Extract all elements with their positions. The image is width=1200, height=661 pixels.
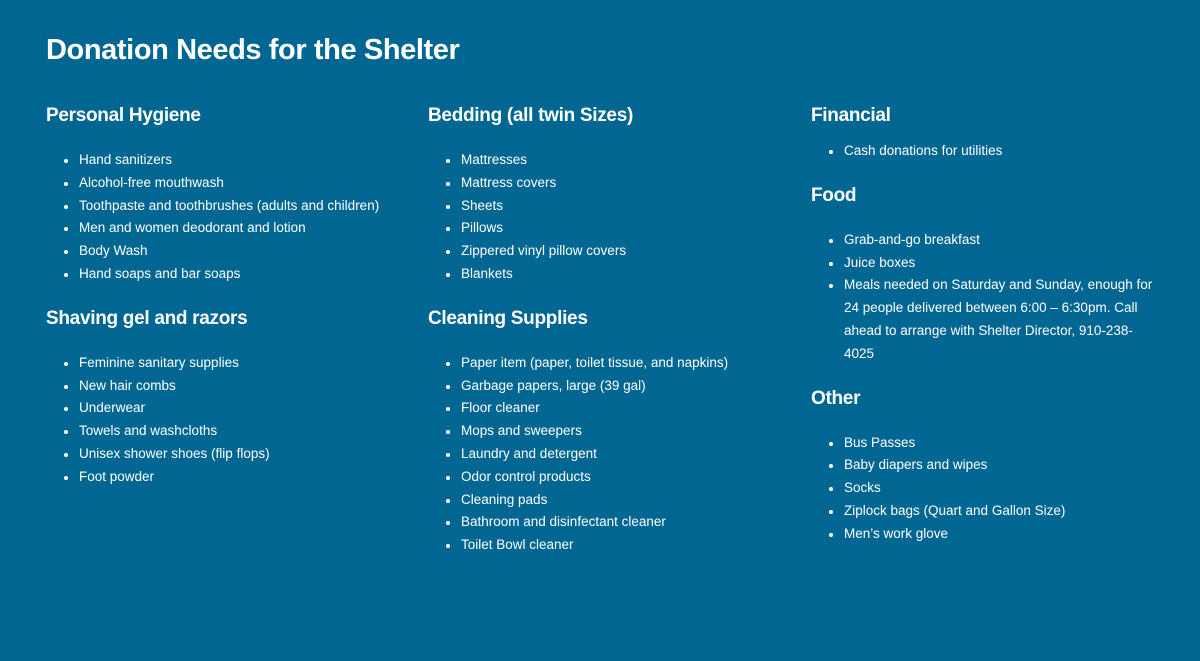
list-item: Underwear [46,397,406,420]
list-item: Odor control products [428,466,788,489]
list-item: Sheets [428,195,788,218]
bullet-icon [446,182,450,186]
list-item: Towels and washcloths [46,420,406,443]
list-item: Body Wash [46,240,406,263]
list-item: Toilet Bowl cleaner [428,534,788,557]
bullet-icon [446,544,450,548]
bullet-icon [64,250,68,254]
bullet-icon [829,262,833,266]
list-bedding [428,149,788,286]
list-item: Feminine sanitary supplies [46,352,406,375]
bullet-icon [829,442,833,446]
list-financial [811,140,1161,163]
bullet-icon [446,407,450,411]
list-item: Paper item (paper, toilet tissue, and napkins) [428,352,788,375]
column-2 [428,101,788,575]
list-item: Hand sanitizers [46,149,406,172]
list-item: Foot powder [46,466,406,489]
bullet-icon [446,430,450,434]
column-1 [46,101,406,507]
bullet-icon [64,407,68,411]
list-item: Bus Passes [811,432,1161,455]
list-item: Unisex shower shoes (flip flops) [46,443,406,466]
section-heading-food: Food [811,184,857,206]
list-item: Cleaning pads [428,489,788,512]
list-item: Cash donations for utilities [811,140,1161,163]
bullet-icon [64,385,68,389]
bullet-icon [446,499,450,503]
list-personal-hygiene [46,149,406,286]
section-heading-personal-hygiene: Personal Hygiene [46,105,201,126]
bullet-icon [64,362,68,366]
list-item: Men’s work glove [811,523,1161,546]
list-item: Juice boxes [811,252,1161,275]
bullet-icon [829,533,833,537]
bullet-icon [446,362,450,366]
column-3 [811,101,1161,564]
section-heading-other: Other [811,387,861,409]
list-item: Zippered vinyl pillow covers [428,240,788,263]
bullet-icon [829,487,833,491]
list-item: Alcohol-free mouthwash [46,172,406,195]
list-item: Bathroom and disinfectant cleaner [428,511,788,534]
list-item: Baby diapers and wipes [811,454,1161,477]
bullet-icon [829,284,833,288]
bullet-icon [446,521,450,525]
section-heading-shaving: Shaving gel and razors [46,307,248,329]
list-item: Pillows [428,217,788,240]
list-item: Hand soaps and bar soaps [46,263,406,286]
bullet-icon [829,150,833,154]
list-other [811,432,1161,546]
bullet-icon [64,205,68,209]
list-item: Mattress covers [428,172,788,195]
list-item: Men and women deodorant and lotion [46,217,406,240]
bullet-icon [64,476,68,480]
bullet-icon [446,227,450,231]
list-food [811,229,1161,366]
list-item: Socks [811,477,1161,500]
bullet-icon [446,250,450,254]
bullet-icon [64,159,68,163]
list-item: Meals needed on Saturday and Sunday, enough for 24 people delivered between 6:00 – 6:30pm. Call ahead to arrange with Shelter Director, 910-238-4025 [811,274,1161,365]
list-item: Mattresses [428,149,788,172]
list-item: Mops and sweepers [428,420,788,443]
bullet-icon [829,510,833,514]
bullet-icon [64,430,68,434]
bullet-icon [446,205,450,209]
bullet-icon [446,476,450,480]
bullet-icon [829,464,833,468]
list-item: Ziplock bags (Quart and Gallon Size) [811,500,1161,523]
section-heading-bedding: Bedding (all twin Sizes) [428,105,633,126]
list-item: Toothpaste and toothbrushes (adults and children) [46,195,406,218]
section-heading-cleaning: Cleaning Supplies [428,307,588,329]
list-item: Grab-and-go breakfast [811,229,1161,252]
list-item: New hair combs [46,375,406,398]
bullet-icon [829,239,833,243]
page-title: Donation Needs for the Shelter [46,34,460,66]
bullet-icon [64,182,68,186]
list-item: Floor cleaner [428,397,788,420]
list-item: Laundry and detergent [428,443,788,466]
bullet-icon [64,273,68,277]
section-heading-financial: Financial [811,105,891,126]
list-cleaning [428,352,788,557]
bullet-icon [446,453,450,457]
bullet-icon [446,385,450,389]
bullet-icon [64,453,68,457]
list-item: Blankets [428,263,788,286]
bullet-icon [446,159,450,163]
list-item: Garbage papers, large (39 gal) [428,375,788,398]
bullet-icon [446,273,450,277]
bullet-icon [64,227,68,231]
list-shaving [46,352,406,489]
